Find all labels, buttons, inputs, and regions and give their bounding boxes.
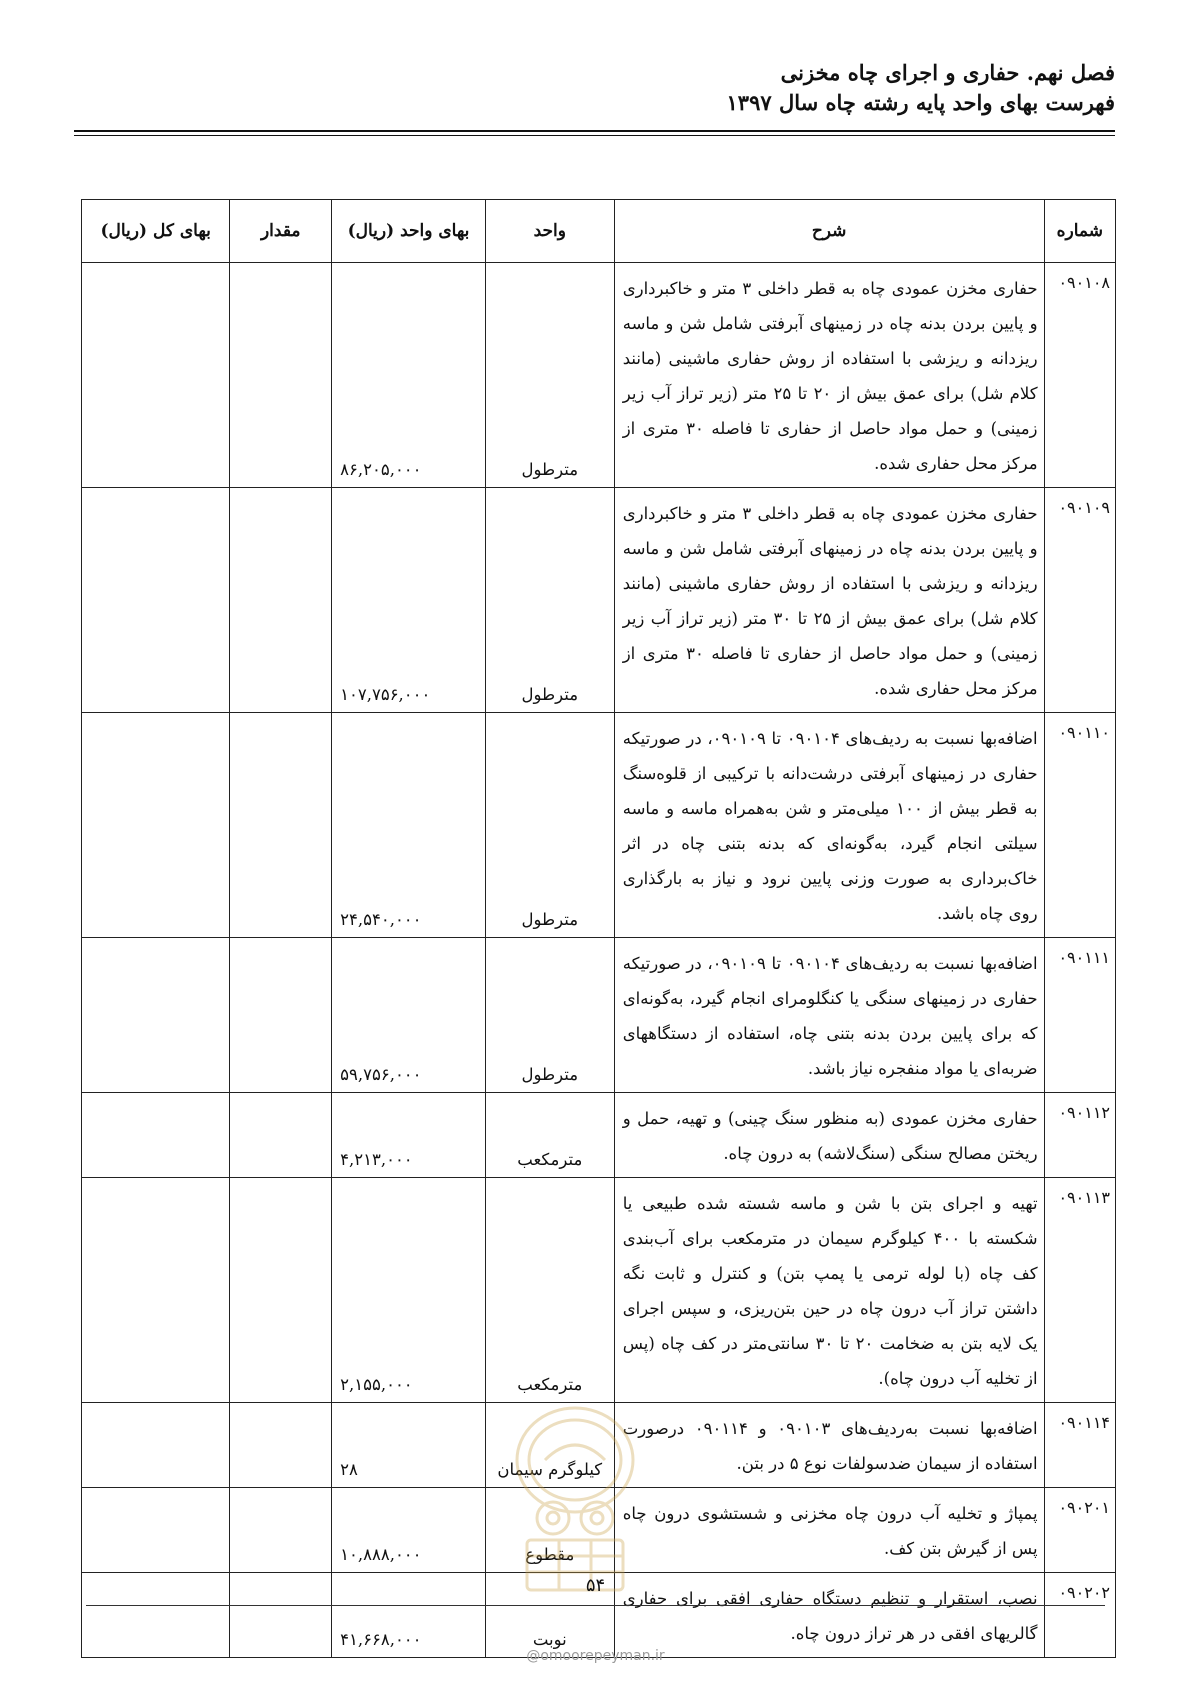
page-header xyxy=(76,58,1115,118)
row-description: پمپاژ و تخلیه آب درون چاه مخزنی و شستشوی درون چاه پس از گیرش بتن کف. xyxy=(614,1488,1044,1573)
row-unit: مترطول xyxy=(485,938,614,1093)
row-number: ۰۹۰۱۱۴ xyxy=(1044,1403,1115,1488)
row-unit-price: ۲,۱۵۵,۰۰۰ xyxy=(332,1178,486,1403)
row-total-cell xyxy=(82,938,230,1093)
row-unit: مترطول xyxy=(485,263,614,488)
row-quantity-cell xyxy=(230,938,332,1093)
row-number: ۰۹۰۱۱۰ xyxy=(1044,713,1115,938)
table-row xyxy=(82,1488,1116,1573)
row-total-cell xyxy=(82,1093,230,1178)
col-header-unit-price: بهای واحد (ریال) xyxy=(332,200,486,263)
table-row xyxy=(82,1403,1116,1488)
row-total-cell xyxy=(82,488,230,713)
row-quantity-cell xyxy=(230,713,332,938)
row-unit-price: ۴۱,۶۶۸,۰۰۰ xyxy=(332,1573,486,1658)
table-row xyxy=(82,938,1116,1093)
row-description: حفاری مخزن عمودی (به منظور سنگ چینی) و تهیه، حمل و ریختن مصالح سنگی (سنگ‌لاشه) به درون چاه. xyxy=(614,1093,1044,1178)
row-unit-price: ۲۴,۵۴۰,۰۰۰ xyxy=(332,713,486,938)
row-unit-price: ۱۰۷,۷۵۶,۰۰۰ xyxy=(332,488,486,713)
table-row xyxy=(82,1093,1116,1178)
row-unit: مترطول xyxy=(485,713,614,938)
table-row xyxy=(82,713,1116,938)
row-number: ۰۹۰۲۰۲ xyxy=(1044,1573,1115,1658)
row-description: اضافه‌بها نسبت به ردیف‌های ۰۹۰۱۰۴ تا ۰۹۰۱۰۹، در صورتیکه حفاری در زمینهای سنگی یا کنگلومرای انجام گیرد، به‌گونه‌ای که برای پایین بردن بدنه بتنی چاه، استفاده از دستگاههای ضربه‌ای یا مواد منفجره نیاز باشد. xyxy=(614,938,1044,1093)
col-header-quantity: مقدار xyxy=(230,200,332,263)
table-row xyxy=(82,1178,1116,1403)
header-rule-thin xyxy=(74,135,1115,136)
row-total-cell xyxy=(82,713,230,938)
price-table xyxy=(81,199,1116,1658)
row-number: ۰۹۰۱۰۹ xyxy=(1044,488,1115,713)
row-total-cell xyxy=(82,1178,230,1403)
row-description: اضافه‌بها نسبت به‌ردیف‌های ۰۹۰۱۰۳ و ۰۹۰۱۱۴ درصورت استفاده از سیمان ضدسولفات نوع ۵ در بتن. xyxy=(614,1403,1044,1488)
row-description: حفاری مخزن عمودی چاه به قطر داخلی ۳ متر و خاکبرداری و پایین بردن بدنه چاه در زمینهای آبرفتی شامل شن و ماسه ریزدانه و ریزشی با استفاده از روش حفاری ماشینی (مانند کلام شل) برای عمق بیش از ۲۵ تا ۳۰ متر (زیر تراز آب زیر زمینی) و حمل مواد حاصل از حفاری تا فاصله ۳۰ متری از مرکز محل حفاری شده. xyxy=(614,488,1044,713)
row-number: ۰۹۰۱۱۲ xyxy=(1044,1093,1115,1178)
page-number: ۵۴ xyxy=(585,1575,606,1596)
row-quantity-cell xyxy=(230,1093,332,1178)
row-unit-price: ۲۸ xyxy=(332,1403,486,1488)
chapter-title: فصل نهم. حفاری و اجرای چاه مخزنی xyxy=(780,60,1115,85)
row-unit: مترمکعب xyxy=(485,1093,614,1178)
col-header-total-price: بهای کل (ریال) xyxy=(82,200,230,263)
row-quantity-cell xyxy=(230,1403,332,1488)
row-unit: کیلوگرم سیمان xyxy=(485,1403,614,1488)
row-unit: نوبت xyxy=(485,1573,614,1658)
row-quantity-cell xyxy=(230,1488,332,1573)
row-total-cell xyxy=(82,1403,230,1488)
row-quantity-cell xyxy=(230,1178,332,1403)
row-number: ۰۹۰۱۱۳ xyxy=(1044,1178,1115,1403)
row-number: ۰۹۰۱۰۸ xyxy=(1044,263,1115,488)
row-description: تهیه و اجرای بتن با شن و ماسه شسته شده طبیعی یا شکسته با ۴۰۰ کیلوگرم سیمان در مترمکعب برای آب‌بندی کف چاه (با لوله ترمی یا پمپ بتن) و کنترل و ثابت نگه داشتن تراز آب درون چاه در حین بتن‌ریزی، و سپس اجرای یک لایه بتن به ضخامت ۲۰ تا ۳۰ سانتی‌متر در کف چاه (پس از تخلیه آب درون چاه). xyxy=(614,1178,1044,1403)
col-header-description: شرح xyxy=(614,200,1044,263)
row-description: نصب، استقرار و تنظیم دستگاه حفاری افقی برای حفاری گالریهای افقی در هر تراز درون چاه. xyxy=(614,1573,1044,1658)
row-quantity-cell xyxy=(230,488,332,713)
row-number: ۰۹۰۱۱۱ xyxy=(1044,938,1115,1093)
col-header-number: شماره xyxy=(1044,200,1115,263)
row-number: ۰۹۰۲۰۱ xyxy=(1044,1488,1115,1573)
row-unit-price: ۴,۲۱۳,۰۰۰ xyxy=(332,1093,486,1178)
website-watermark: @omoorepeyman.ir xyxy=(526,1648,665,1664)
row-unit: مترمکعب xyxy=(485,1178,614,1403)
row-description: حفاری مخزن عمودی چاه به قطر داخلی ۳ متر و خاکبرداری و پایین بردن بدنه چاه در زمینهای آبرفتی شامل شن و ماسه ریزدانه و ریزشی با استفاده از روش حفاری ماشینی (مانند کلام شل) برای عمق بیش از ۲۰ تا ۲۵ متر (زیر تراز آب زیر زمینی) و حمل مواد حاصل از حفاری تا فاصله ۳۰ متری از مرکز محل حفاری شده. xyxy=(614,263,1044,488)
col-header-unit: واحد xyxy=(485,200,614,263)
row-unit-price: ۵۹,۷۵۶,۰۰۰ xyxy=(332,938,486,1093)
table-row xyxy=(82,263,1116,488)
table-row xyxy=(82,488,1116,713)
row-total-cell xyxy=(82,263,230,488)
table-header-row xyxy=(82,200,1116,263)
footer-rule xyxy=(86,1605,1105,1606)
row-unit: مقطوع xyxy=(485,1488,614,1573)
row-unit: مترطول xyxy=(485,488,614,713)
row-unit-price: ۱۰,۸۸۸,۰۰۰ xyxy=(332,1488,486,1573)
row-unit-price: ۸۶,۲۰۵,۰۰۰ xyxy=(332,263,486,488)
header-rule-thick xyxy=(74,130,1115,132)
row-quantity-cell xyxy=(230,263,332,488)
row-description: اضافه‌بها نسبت به ردیف‌های ۰۹۰۱۰۴ تا ۰۹۰۱۰۹، در صورتیکه حفاری در زمینهای آبرفتی درشت‌دانه با ترکیبی از قلوه‌سنگ به قطر بیش از ۱۰۰ میلی‌متر و شن به‌همراه ماسه و ماسه سیلتی انجام گیرد، به‌گونه‌ای که بدنه بتنی چاه در اثر خاک‌برداری به صورت وزنی پایین نرود و نیاز به بارگذاری روی چاه باشد. xyxy=(614,713,1044,938)
row-total-cell xyxy=(82,1488,230,1573)
price-list-title: فهرست بهای واحد پایه رشته چاه سال ۱۳۹۷ xyxy=(726,90,1115,115)
